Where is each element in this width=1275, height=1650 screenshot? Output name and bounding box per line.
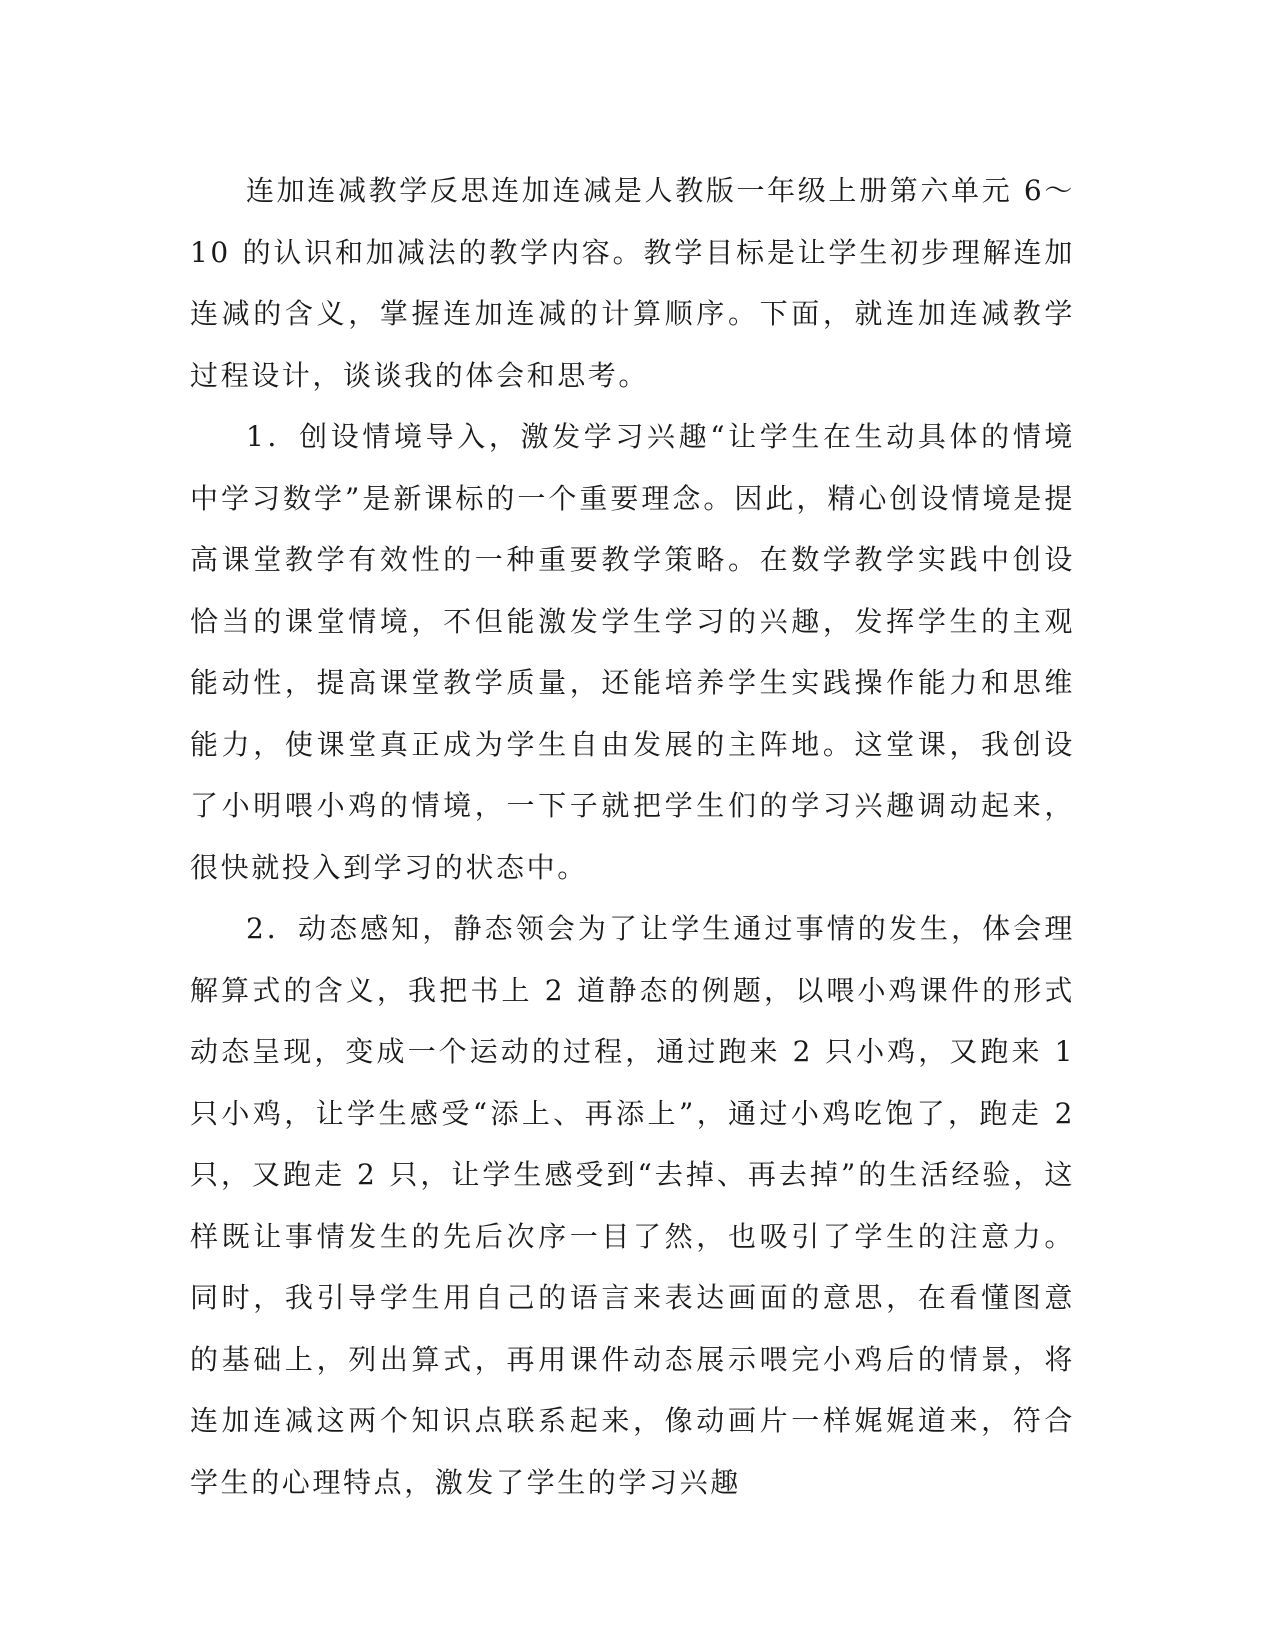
paragraph-section-1: 1．创设情境导入，激发学习兴趣“让学生在生动具体的情境中学习数学”是新课标的一个重要理念。因此，精心创设情境是提高课堂教学有效性的一种重要教学策略。在数学教学实践中创设恰当的课堂情境，不但能激发学生学习的兴趣，发挥学生的主观能动性，提高课堂教学质量，还能培养学生实践操作能力和思维能力，使课堂真正成为学生自由发展的主阵地。这堂课，我创设了小明喂小鸡的情境，一下子就把学生们的学习兴趣调动起来，很快就投入到学习的状态中。: [190, 420, 1075, 884]
paragraph-intro: 连加连减教学反思连加连减是人教版一年级上册第六单元 6～10 的认识和加减法的教学内容。教学目标是让学生初步理解连加连减的含义，掌握连加连减的计算顺序。下面，就连加连减教学过程设计，谈谈我的体会和思考。: [190, 174, 1075, 392]
paragraph-section-2: 2．动态感知，静态领会为了让学生通过事情的发生，体会理解算式的含义，我把书上 2 道静态的例题，以喂小鸡课件的形式动态呈现，变成一个运动的过程，通过跑来 2 只小鸡，又跑来 1 只小鸡，让学生感受“添上、再添上”，通过小鸡吃饱了，跑走 2 只，又跑走 2 只，让学生感受到“去掉、再去掉”的生活经验，这样既让事情发生的先后次序一目了然，也吸引了学生的注意力。同时，我引导学生用自己的语言来表达画面的意思，在看懂图意的基础上，列出算式，再用课件动态展示喂完小鸡后的情景，将连加连减这两个知识点联系起来，像动画片一样娓娓道来，符合学生的心理特点，激发了学生的学习兴趣: [190, 912, 1075, 1499]
document-body: [190, 160, 1075, 1513]
